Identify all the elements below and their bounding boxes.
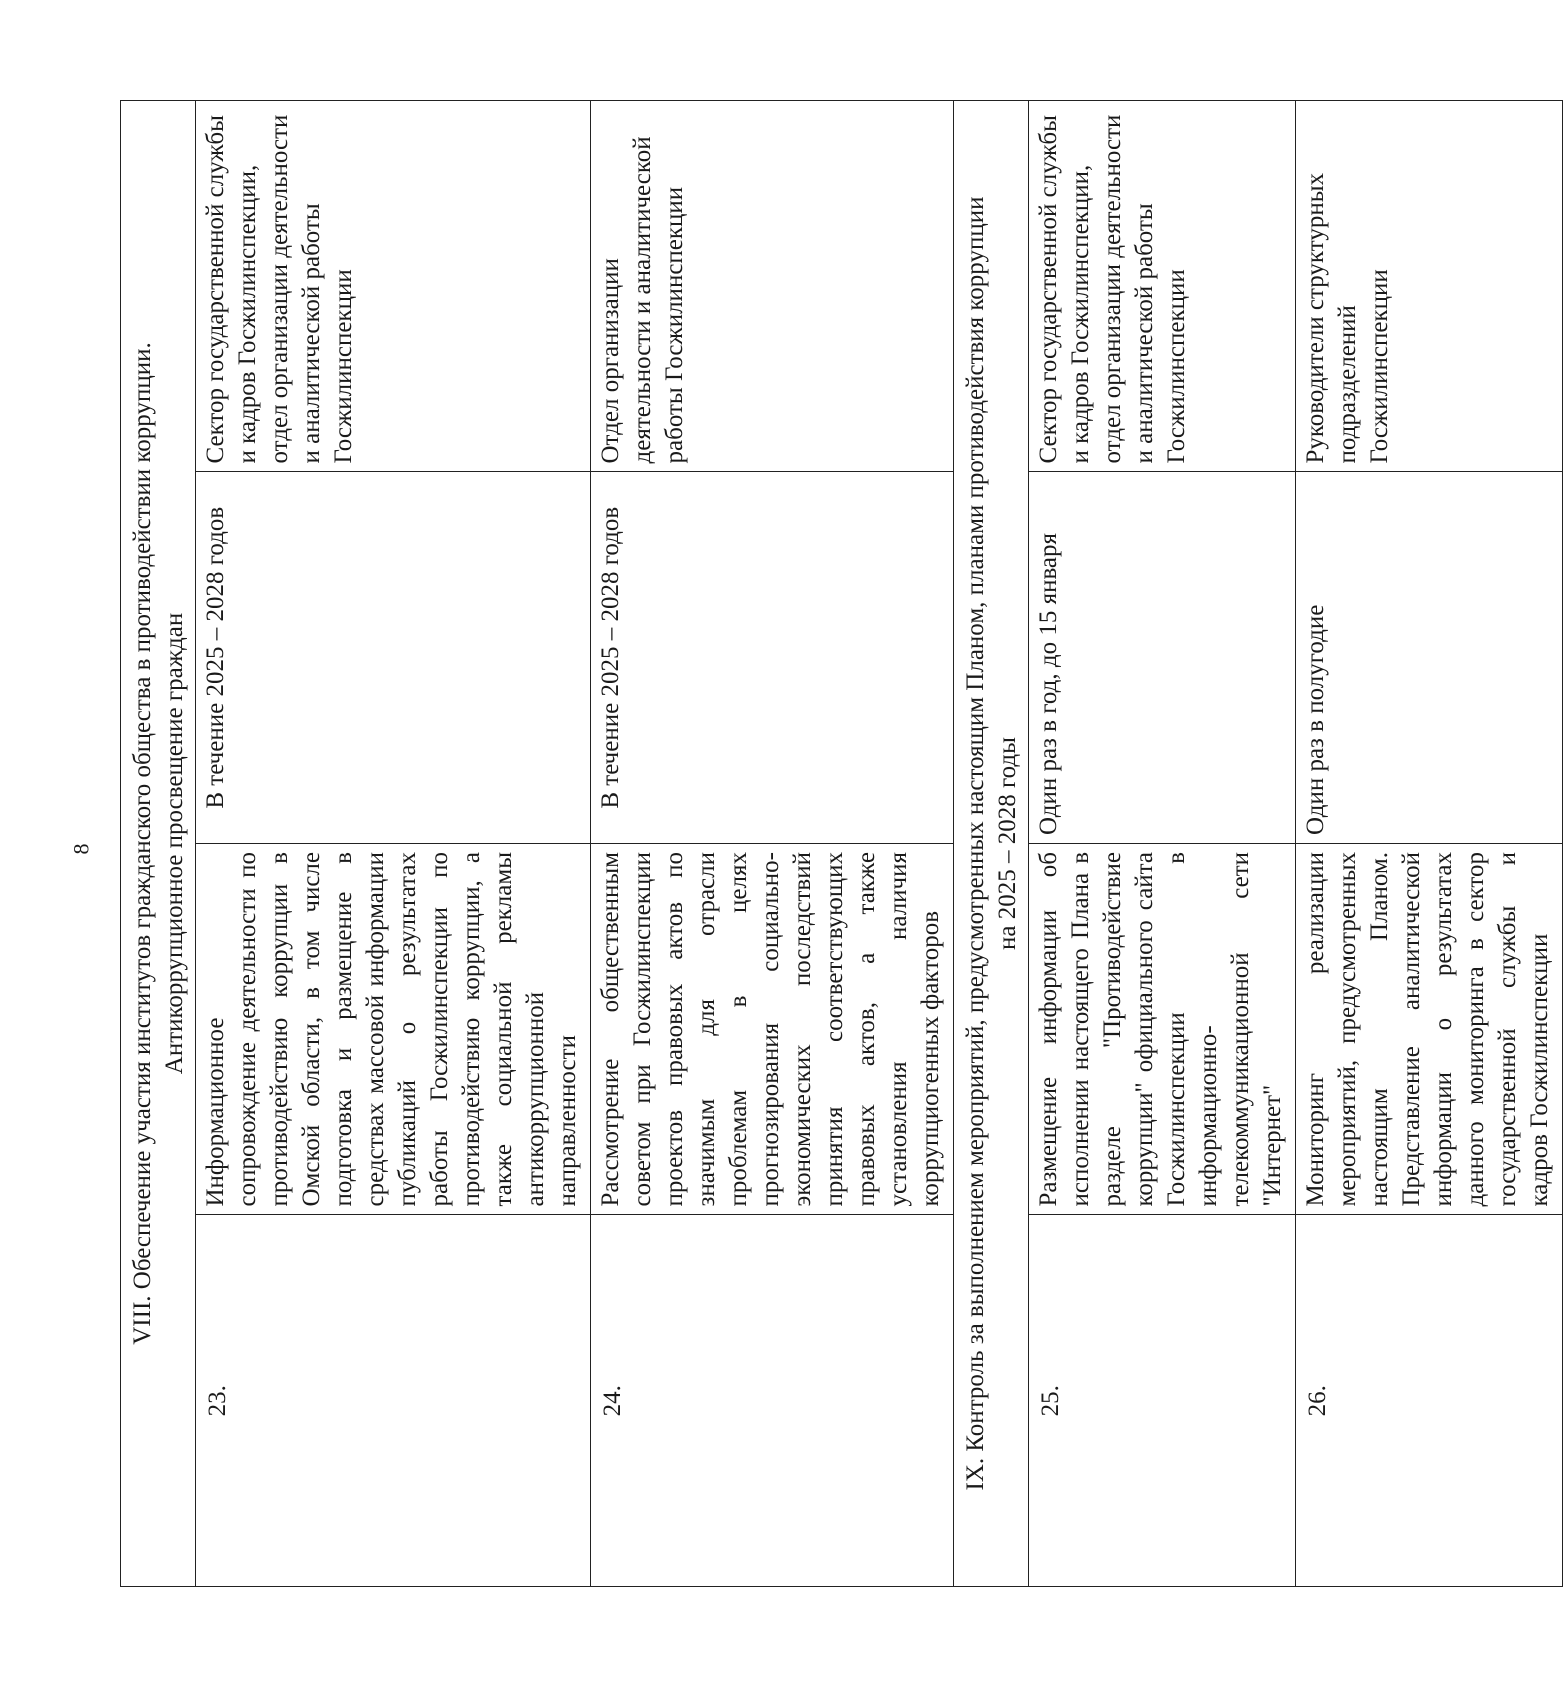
page-number: 8 bbox=[68, 843, 94, 855]
section-header-8 bbox=[121, 101, 196, 1587]
row-term: В течение 2025 – 2028 годов bbox=[196, 472, 591, 844]
table-row bbox=[196, 101, 591, 1587]
row-executor: Отдел организации деятельности и аналитической работы Госжилинспекции bbox=[591, 101, 954, 473]
row-term: В течение 2025 – 2028 годов bbox=[591, 472, 954, 844]
row-number: 26. bbox=[1296, 1215, 1563, 1587]
row-term: Один раз в полугодие bbox=[1296, 472, 1563, 844]
section-subtitle: Антикоррупционное просвещение граждан bbox=[161, 612, 188, 1075]
row-executor: Сектор государственной службы и кадров Госжилинспекции, отдел организации деятельности и аналитической работы Госжилинспекции bbox=[1029, 101, 1296, 473]
anticorruption-plan-table bbox=[120, 100, 1563, 1587]
table-row bbox=[591, 101, 954, 1587]
section-subtitle: на 2025 – 2028 годы bbox=[994, 737, 1021, 950]
row-executor: Руководители структурных подразделений Госжилинспекции bbox=[1296, 101, 1563, 473]
row-number: 25. bbox=[1029, 1215, 1296, 1587]
section-title: IX. Контроль за выполнением мероприятий, предусмотренных настоящим Планом, планами противодействия коррупции bbox=[962, 196, 989, 1491]
row-action: Рассмотрение общественным советом при Госжилинспекции проектов правовых актов по значимым для отрасли проблемам в целях прогнозирования социально-экономических последствий принятия соответствующих правовых актов, а также установления наличия коррупциогенных факторов bbox=[591, 844, 954, 1216]
table-row bbox=[1029, 101, 1296, 1587]
section-header-9 bbox=[954, 101, 1029, 1587]
section-header-cell bbox=[121, 101, 196, 1587]
row-action: Мониторинг реализации мероприятий, предусмотренных настоящим Планом. Представление аналитической информации о результатах данного мониторинга в сектор государственной службы и кадров Госжилинспекции bbox=[1296, 844, 1563, 1216]
rotated-plan-table-container bbox=[120, 100, 1553, 1587]
row-term: Один раз в год, до 15 января bbox=[1029, 472, 1296, 844]
section-title: VIII. Обеспечение участия институтов гражданского общества в противодействии коррупции. bbox=[129, 342, 156, 1345]
row-number: 23. bbox=[196, 1215, 591, 1587]
row-number: 24. bbox=[591, 1215, 954, 1587]
section-header-cell bbox=[954, 101, 1029, 1587]
table-row bbox=[1296, 101, 1563, 1587]
row-action: Размещение информации об исполнении настоящего Плана в разделе "Противодействие коррупции" официального сайта Госжилинспекции в информационно-телекоммуникационной сети "Интернет" bbox=[1029, 844, 1296, 1216]
row-executor: Сектор государственной службы и кадров Госжилинспекции, отдел организации деятельности и аналитической работы Госжилинспекции bbox=[196, 101, 591, 473]
row-action: Информационное сопровождение деятельности по противодействию коррупции в Омской области, в том числе подготовка и размещение в средствах массовой информации публикаций о результатах работы Госжилинспекции по противодействию коррупции, а также социальной рекламы антикоррупционной направленности bbox=[196, 844, 591, 1216]
